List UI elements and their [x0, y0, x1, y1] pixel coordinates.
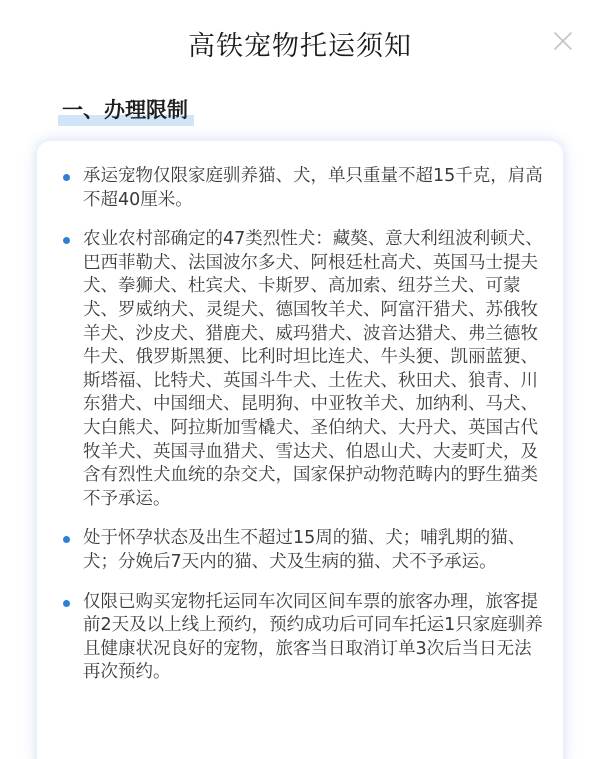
close-icon[interactable] — [552, 30, 574, 52]
bullet-dot-icon — [63, 600, 70, 607]
rule-item — [59, 165, 545, 212]
rules-card — [36, 140, 564, 759]
rule-text: 承运宠物仅限家庭驯养猫、犬，单只重量不超15千克，肩高不超40厘米。 — [83, 166, 543, 210]
bullet-dot-icon — [63, 237, 70, 244]
section-heading — [58, 94, 194, 124]
rule-item — [59, 228, 545, 511]
rule-text: 仅限已购买宠物托运同车次同区间车票的旅客办理，旅客提前2天及以上线上预约，预约成功后可同车托运1只家庭驯养且健康状况良好的宠物，旅客当日取消订单3次后当日无法再次预约。 — [83, 591, 543, 683]
rules-list — [59, 165, 545, 685]
rule-text: 处于怀孕状态及出生不超过15周的猫、犬；哺乳期的猫、犬；分娩后7天内的猫、犬及生病的猫、犬不予承运。 — [83, 528, 526, 572]
section-title: 一、办理限制 — [62, 98, 188, 122]
rule-item — [59, 591, 545, 685]
bullet-dot-icon — [63, 174, 70, 181]
rule-item — [59, 527, 545, 574]
page-title: 高铁宠物托运须知 — [188, 31, 412, 62]
rule-text: 农业农村部确定的47类烈性犬：藏獒、意大利纽波利顿犬、巴西菲勒犬、法国波尔多犬、阿根廷杜高犬、英国马士提夫犬、拳狮犬、杜宾犬、卡斯罗、高加索、纽芬兰犬、可蒙犬、罗威纳犬、灵缇犬、德国牧羊犬、阿富汗猎犬、苏俄牧羊犬、沙皮犬、猎鹿犬、威玛猎犬、波音达猎犬、弗兰德牧牛犬、俄罗斯黑㹴、比利时坦比连犬、牛头㹴、凯丽蓝㹴、斯塔福、比特犬、英国斗牛犬、土佐犬、秋田犬、狼青、川东猎犬、中国细犬、昆明狗、中亚牧羊犬、加纳利、马犬、大白熊犬、阿拉斯加雪橇犬、圣伯纳犬、大丹犬、英国古代牧羊犬、英国寻血猎犬、雪达犬、伯恩山犬、大麦町犬，及含有烈性犬血统的杂交犬，国家保护动物范畴内的野生猫类不予承运。 — [83, 229, 543, 509]
bullet-dot-icon — [63, 536, 70, 543]
